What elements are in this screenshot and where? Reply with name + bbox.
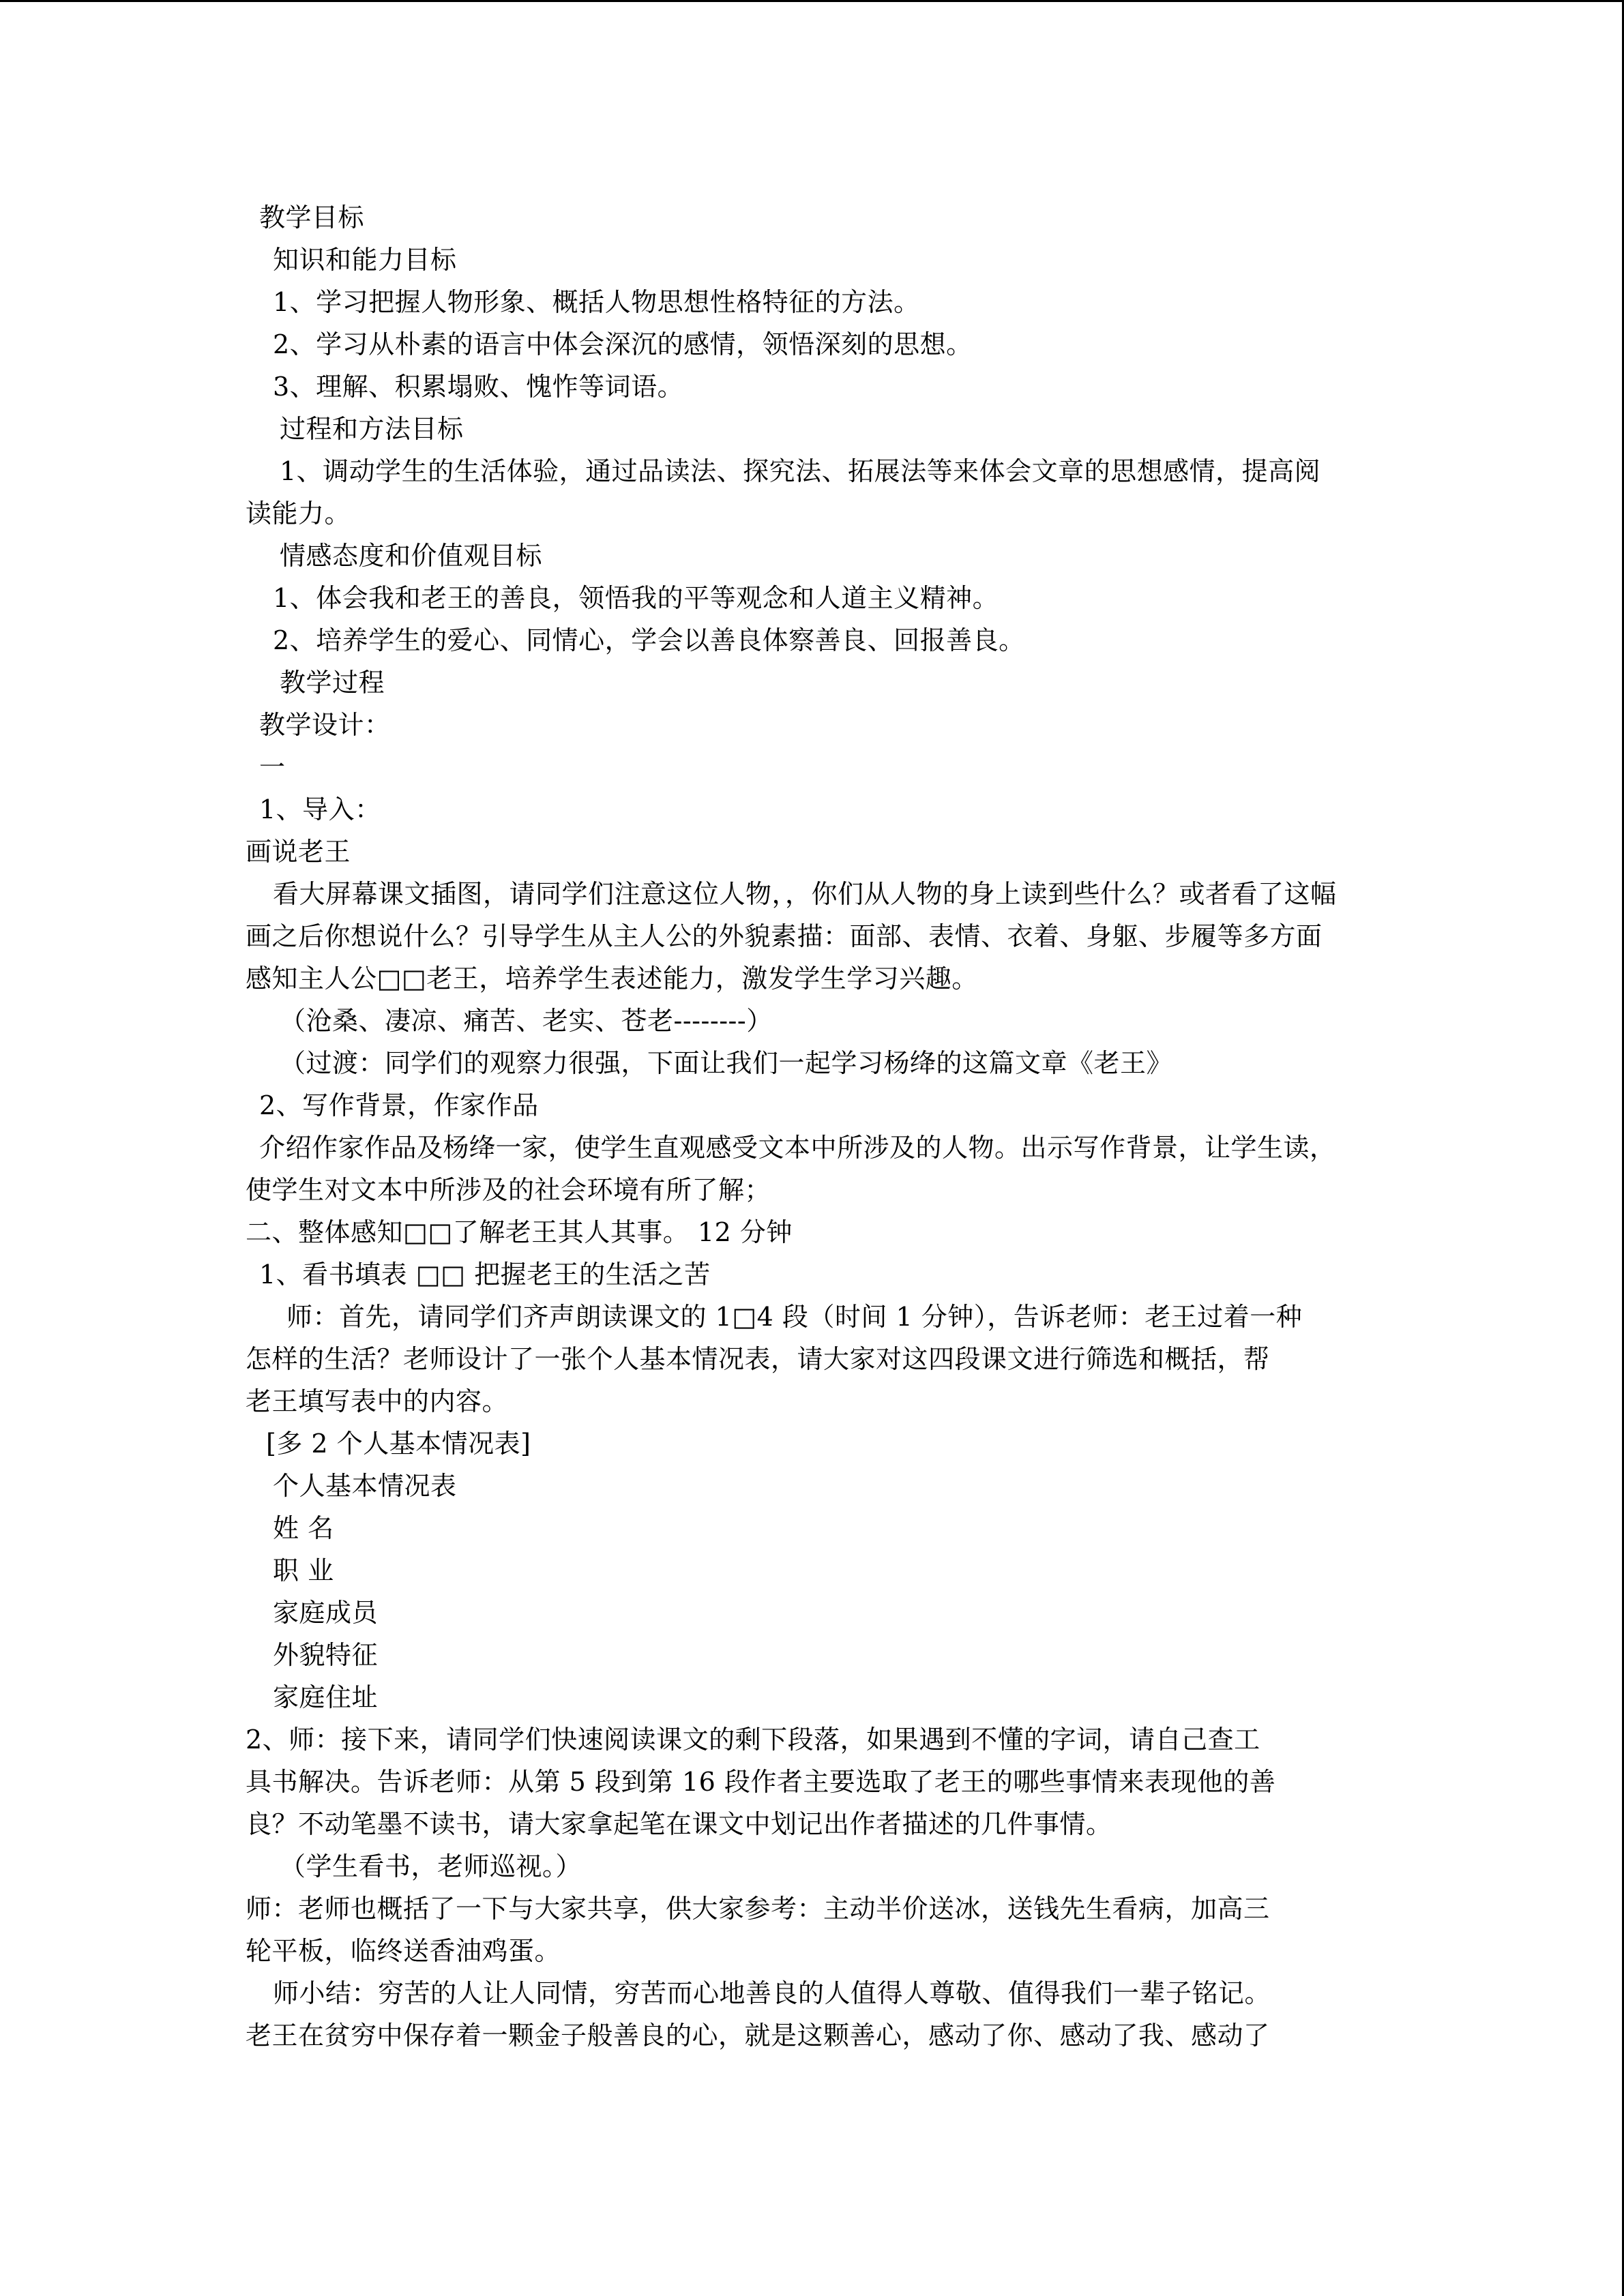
table-title: 个人基本情况表 bbox=[273, 1471, 457, 1501]
page-top-border bbox=[0, 0, 1624, 2]
step-intro-title: 画说老王 bbox=[246, 837, 351, 867]
emotion-goal-1: 1、体会我和老王的善良，领悟我的平等观念和人道主义精神。 bbox=[273, 583, 999, 613]
fill-table-heading: 1、看书填表 □□ 把握老王的生活之苦 bbox=[259, 1259, 711, 1289]
table-field-appearance: 外貌特征 bbox=[273, 1640, 379, 1670]
conclusion-line-1: 师小结：穷苦的人让人同情，穷苦而心地善良的人值得人尊敬、值得我们一辈子铭记。 bbox=[273, 1978, 1271, 2008]
table-field-occupation: 职 业 bbox=[273, 1555, 334, 1585]
table-field-family: 家庭成员 bbox=[273, 1598, 379, 1628]
step-2-line-3: 良？不动笔墨不读书，请大家拿起笔在课文中划记出作者描述的几件事情。 bbox=[246, 1809, 1112, 1839]
subheading-emotion-goals: 情感态度和价值观目标 bbox=[280, 541, 543, 571]
knowledge-goal-3: 3、理解、积累塌败、愧怍等词语。 bbox=[273, 372, 684, 402]
conclusion-line-2: 老王在贫穷中保存着一颗金子般善良的心，就是这颗善心，感动了你、感动了我、感动了 bbox=[246, 2021, 1270, 2051]
table-field-address: 家庭住址 bbox=[273, 1682, 379, 1712]
section-two-heading: 二、整体感知□□了解老王其人其事。 12 分钟 bbox=[246, 1217, 793, 1247]
step-intro-heading: 1、导入： bbox=[259, 794, 381, 824]
step-2-line-2: 具书解决。告诉老师：从第 5 段到第 16 段作者主要选取了老王的哪些事情来表现他的善 bbox=[246, 1767, 1276, 1797]
slide-note: [多 2 个人基本情况表] bbox=[266, 1429, 531, 1459]
background-paragraph-line-1: 介绍作家作品及杨绛一家，使学生直观感受文本中所涉及的人物。出示写作背景，让学生读， bbox=[259, 1133, 1336, 1163]
teacher-summary-line-2: 轮平板，临终送香油鸡蛋。 bbox=[246, 1936, 561, 1966]
process-goal-1-cont: 读能力。 bbox=[246, 498, 351, 528]
intro-paragraph-line-1: 看大屏幕课文插图，请同学们注意这位人物，，你们从人物的身上读到些什么？或者看了这幅 bbox=[273, 879, 1337, 909]
student-activity-note: （学生看书，老师巡视。） bbox=[280, 1851, 582, 1881]
teacher-line-2: 怎样的生活？老师设计了一张个人基本情况表，请大家对这四段课文进行筛选和概括，帮 bbox=[246, 1344, 1270, 1374]
emotion-goal-2: 2、培养学生的爱心、同情心，学会以善良体察善良、回报善良。 bbox=[273, 625, 1025, 655]
heading-teaching-process: 教学过程 bbox=[280, 668, 385, 698]
subheading-knowledge-goals: 知识和能力目标 bbox=[273, 245, 457, 275]
section-one-marker: 一 bbox=[259, 752, 286, 782]
intro-keywords: （沧桑、凄凉、痛苦、老实、苍老--------） bbox=[280, 1006, 773, 1036]
document-page bbox=[246, 196, 1378, 2057]
teacher-line-3: 老王填写表中的内容。 bbox=[246, 1386, 509, 1416]
intro-paragraph-line-3: 感知主人公□□老王，培养学生表述能力，激发学生学习兴趣。 bbox=[246, 964, 978, 994]
teacher-summary-line-1: 师：老师也概括了一下与大家共享，供大家参考：主动半价送冰，送钱先生看病，加高三 bbox=[246, 1894, 1270, 1924]
teacher-line-1: 师：首先，请同学们齐声朗读课文的 1□4 段（时间 1 分钟），告诉老师：老王过着一种 bbox=[286, 1302, 1303, 1332]
heading-teaching-goals: 教学目标 bbox=[259, 203, 365, 233]
step-background-heading: 2、写作背景，作家作品 bbox=[259, 1090, 539, 1120]
process-goal-1: 1、调动学生的生活体验，通过品读法、探究法、拓展法等来体会文章的思想感情，提高阅 bbox=[280, 456, 1321, 486]
knowledge-goal-2: 2、学习从朴素的语言中体会深沉的感情，领悟深刻的思想。 bbox=[273, 329, 973, 359]
background-paragraph-line-2: 使学生对文本中所涉及的社会环境有所了解； bbox=[246, 1175, 771, 1205]
intro-paragraph-line-2: 画之后你想说什么？引导学生从主人公的外貌素描：面部、表情、衣着、身躯、步履等多方面 bbox=[246, 921, 1323, 951]
heading-teaching-design: 教学设计： bbox=[259, 710, 391, 740]
step-2-line-1: 2、师：接下来，请同学们快速阅读课文的剩下段落，如果遇到不懂的字词，请自己查工 bbox=[246, 1725, 1260, 1755]
knowledge-goal-1: 1、学习把握人物形象、概括人物思想性格特征的方法。 bbox=[273, 287, 920, 317]
subheading-process-goals: 过程和方法目标 bbox=[280, 414, 464, 444]
table-field-name: 姓 名 bbox=[273, 1513, 334, 1543]
intro-transition: （过渡：同学们的观察力很强，下面让我们一起学习杨绛的这篇文章《老王》 bbox=[280, 1048, 1173, 1078]
